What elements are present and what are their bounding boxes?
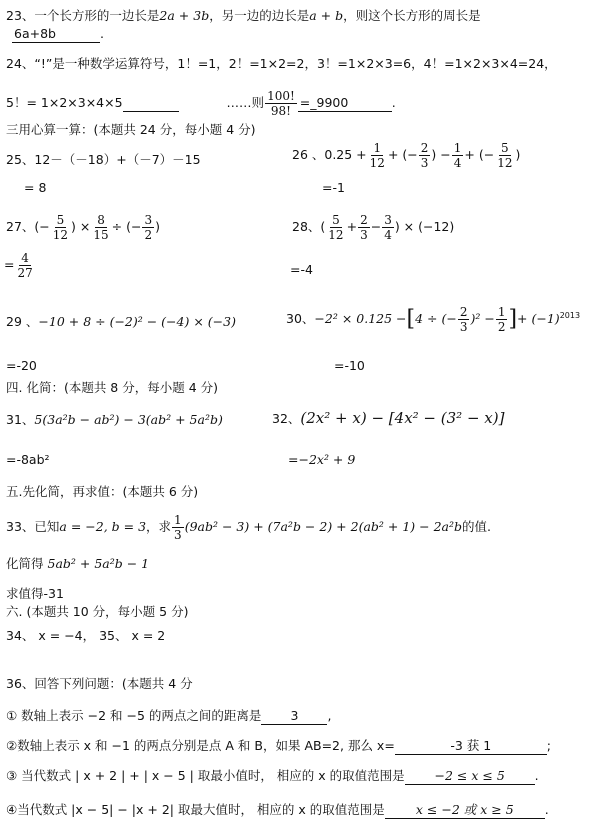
question-29: 29 、−10 + 8 ÷ (−2)² − (−4) × (−3) — [6, 314, 236, 329]
q26-answer: =-1 — [322, 180, 345, 195]
q36-item-2-answer: -3 获 1 — [395, 738, 547, 755]
question-28: 28、( $\frac{5}{12}$ + $\frac{2}{3}$ − $\frac{3}{4}$ ) × (−12) — [292, 213, 455, 242]
q24-dots: ……则 — [226, 95, 265, 110]
section-5-heading: 五.先化简，再求值：(本题共 6 分) — [6, 484, 199, 499]
question-24: 24、“!”是一种数学运算符号，1！=1，2！=1×2=2，3！=1×2×3=6，4！=1×2×3×4=24， — [6, 56, 557, 71]
q24-fraction: $\frac{100!}{98!}$ — [267, 89, 295, 118]
q27-answer: = $\frac{4}{27}$ — [4, 251, 33, 280]
question-25: 25、12－（－18）+（－7）－15 — [6, 152, 201, 167]
q23-answer: 6a+8b — [12, 26, 100, 43]
question-26: 26 、0.25 + $\frac{1}{12}$ + (− $\frac{2}{3}$ ) − $\frac{1}{4}$ + (− $\frac{5}{12}$ ) — [292, 141, 521, 170]
section-3-heading: 三用心算一算：(本题共 24 分，每小题 4 分) — [6, 122, 256, 137]
q23-end: . — [100, 26, 104, 41]
q36-item-4-answer: x ≤ −2 或 x ≥ 5 — [385, 802, 545, 819]
q23-text: 23、一个长方形的一边长是 — [6, 8, 160, 23]
question-32: 32、(2x² + x) − [4x² − (3² − x)] — [272, 409, 505, 427]
q23-answer-line — [12, 26, 104, 43]
q23-expr1: 2a + 3b — [159, 8, 210, 23]
q29-answer: =-20 — [6, 358, 37, 373]
q36-item-3: ③ 当代数式 | x + 2 | + | x − 5 | 取最小值时， 相应的 x 的取值范围是 −2 ≤ x ≤ 5 . — [6, 768, 539, 783]
q31-answer: =-8ab² — [6, 452, 50, 467]
q23-mid: ，另一边的边长是 — [209, 8, 310, 23]
q28-answer: =-4 — [290, 262, 313, 277]
question-30: 30、−2² × 0.125 −[4 ÷ (− $\frac{2}{3}$ )² − $\frac{1}{2}$ ]+ $(-1)^{2013}$ — [286, 305, 581, 334]
section-4-heading: 四. 化简：(本题共 8 分，每小题 4 分) — [6, 380, 219, 395]
q34-35-answers: 34、 x = −4， 35、 x = 2 — [6, 628, 166, 643]
q33-simplified: 化简得 5ab² + 5a²b − 1 — [6, 556, 150, 571]
question-27: 27、(− $\frac{5}{12}$ ) × $\frac{8}{15}$ ÷ (− $\frac{3}{2}$ ) — [6, 213, 160, 242]
q24-factorial: 5！= 1×2×3×4×5 — [6, 95, 123, 110]
q36-item-3-answer: −2 ≤ x ≤ 5 — [405, 768, 535, 785]
q30-answer: =-10 — [334, 358, 365, 373]
question-31: 31、5(3a²b − ab²) − 3(ab² + 5a²b) — [6, 412, 223, 427]
q24-line2: 5！= 1×2×3×4×5 ……则 $\frac{100!}{98!}$ =_9900 . — [6, 89, 396, 118]
q33-result: 求值得-31 — [6, 586, 64, 601]
q25-answer: = 8 — [24, 180, 47, 195]
question-23 — [6, 8, 481, 24]
q36-item-1: ① 数轴上表示 −2 和 −5 的两点之间的距离是 3 , — [6, 708, 332, 723]
q23-expr2: a + b — [309, 8, 344, 23]
q36-item-4: ④当代数式 |x − 5| − |x + 2| 取最大值时， 相应的 x 的取值范围是 x ≤ −2 或 x ≥ 5 . — [6, 802, 549, 817]
q24-answer: =_9900 — [298, 95, 392, 112]
section-6-heading: 六. (本题共 10 分，每小题 5 分) — [6, 604, 189, 619]
question-33: 33、已知a = −2, b = 3，求 $\frac{1}{3}$ (9ab² − 3) + (7a²b − 2) + 2(ab² + 1) − 2a²b的值. — [6, 513, 491, 542]
q23-tail: ，则这个长方形的周长是 — [343, 8, 481, 23]
q36-item-2: ②数轴上表示 x 和 −1 的两点分别是点 A 和 B，如果 AB=2, 那么 x= -3 获 1 ; — [6, 738, 552, 753]
question-36: 36、回答下列问题：(本题共 4 分 — [6, 676, 193, 691]
q36-item-1-answer: 3 — [261, 708, 327, 725]
q32-answer: =−2x² + 9 — [288, 452, 356, 467]
